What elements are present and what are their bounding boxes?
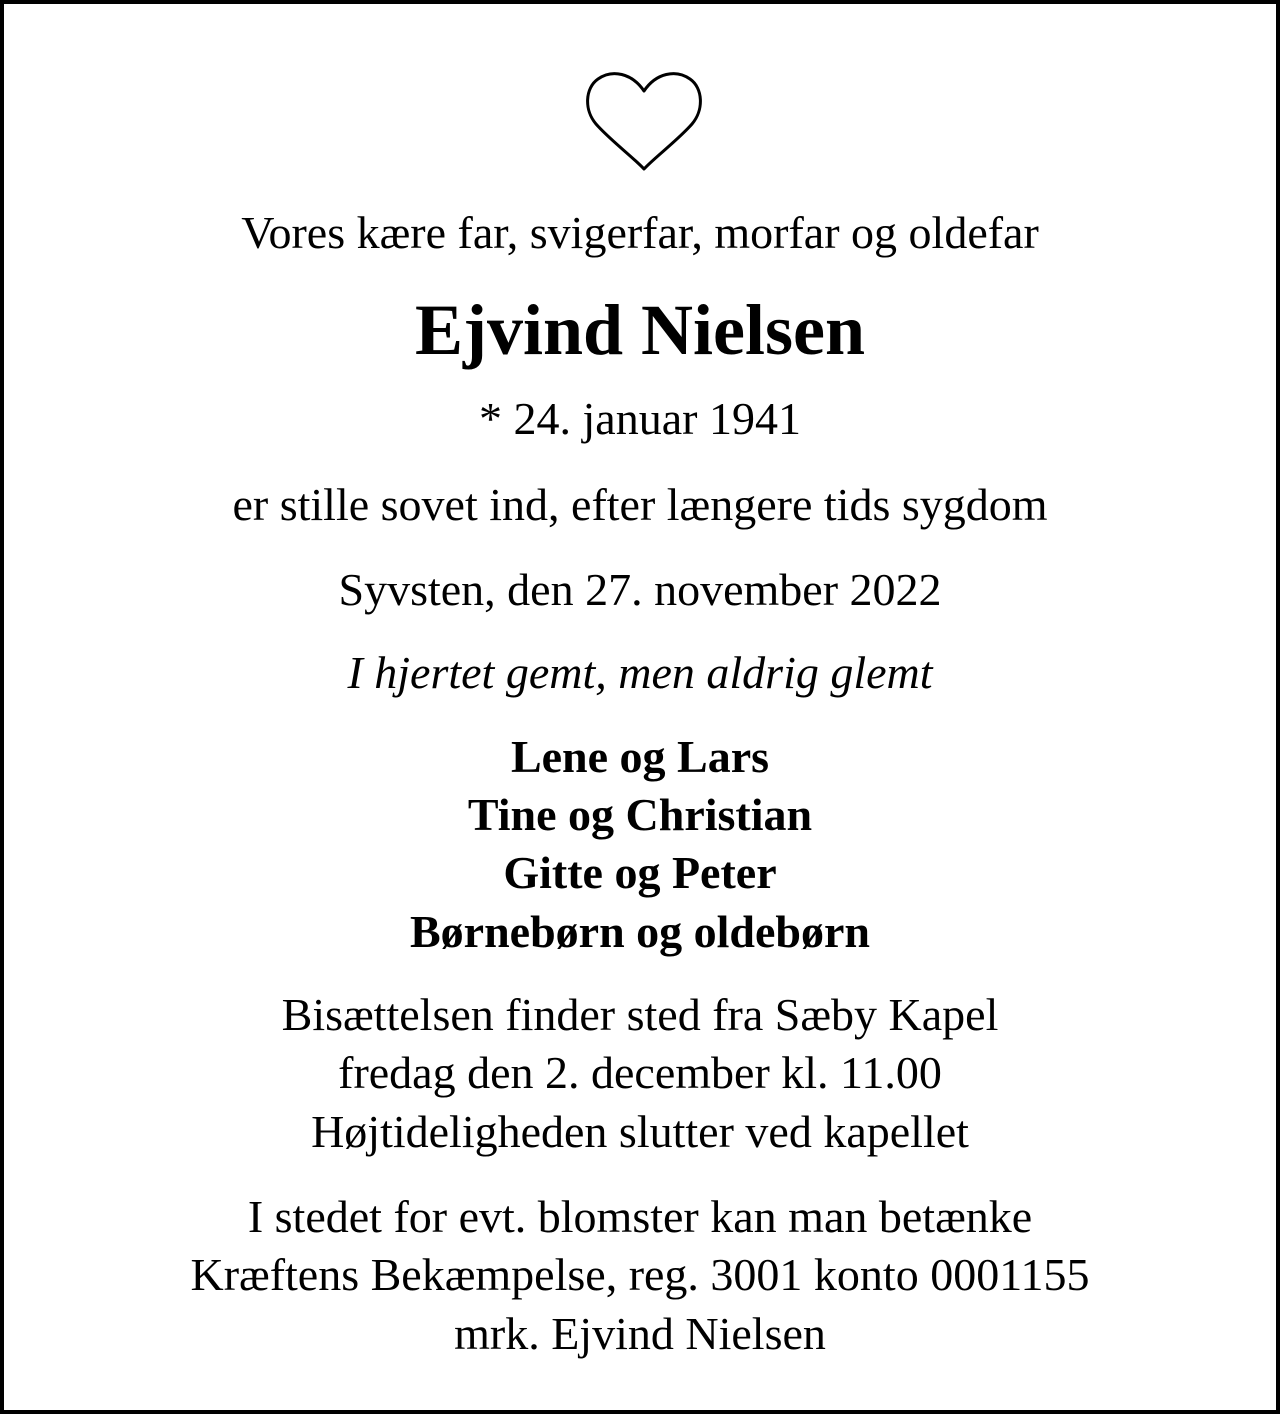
heart-icon	[582, 68, 706, 174]
mourner-line: Tine og Christian	[467, 789, 813, 840]
donation-info-line: Kræftens Bekæmpelse, reg. 3001 konto 0001155	[190, 1249, 1090, 1300]
birth-date: * 24. januar 1941	[479, 393, 801, 444]
mourner-line: Lene og Lars	[510, 731, 770, 782]
funeral-info-line: fredag den 2. december kl. 11.00	[338, 1047, 942, 1098]
mourner-line: Børnebørn og oldebørn	[409, 906, 871, 957]
donation-info-line: mrk. Ejvind Nielsen	[454, 1308, 826, 1359]
mourner-line: Gitte og Peter	[503, 847, 777, 898]
donation-info-line: I stedet for evt. blomster kan man betænke	[247, 1191, 1033, 1242]
intro-text: Vores kære far, svigerfar, morfar og oldefar	[241, 207, 1039, 258]
deceased-name: Ejvind Nielsen	[414, 290, 866, 370]
funeral-info-line: Højtideligheden slutter ved kapellet	[311, 1106, 969, 1157]
passing-text: er stille sovet ind, efter længere tids sygdom	[232, 479, 1048, 530]
memorial-quote: I hjertet gemt, men aldrig glemt	[347, 647, 933, 698]
funeral-info-line: Bisættelsen finder sted fra Sæby Kapel	[281, 989, 999, 1040]
place-and-date: Syvsten, den 27. november 2022	[338, 564, 942, 615]
